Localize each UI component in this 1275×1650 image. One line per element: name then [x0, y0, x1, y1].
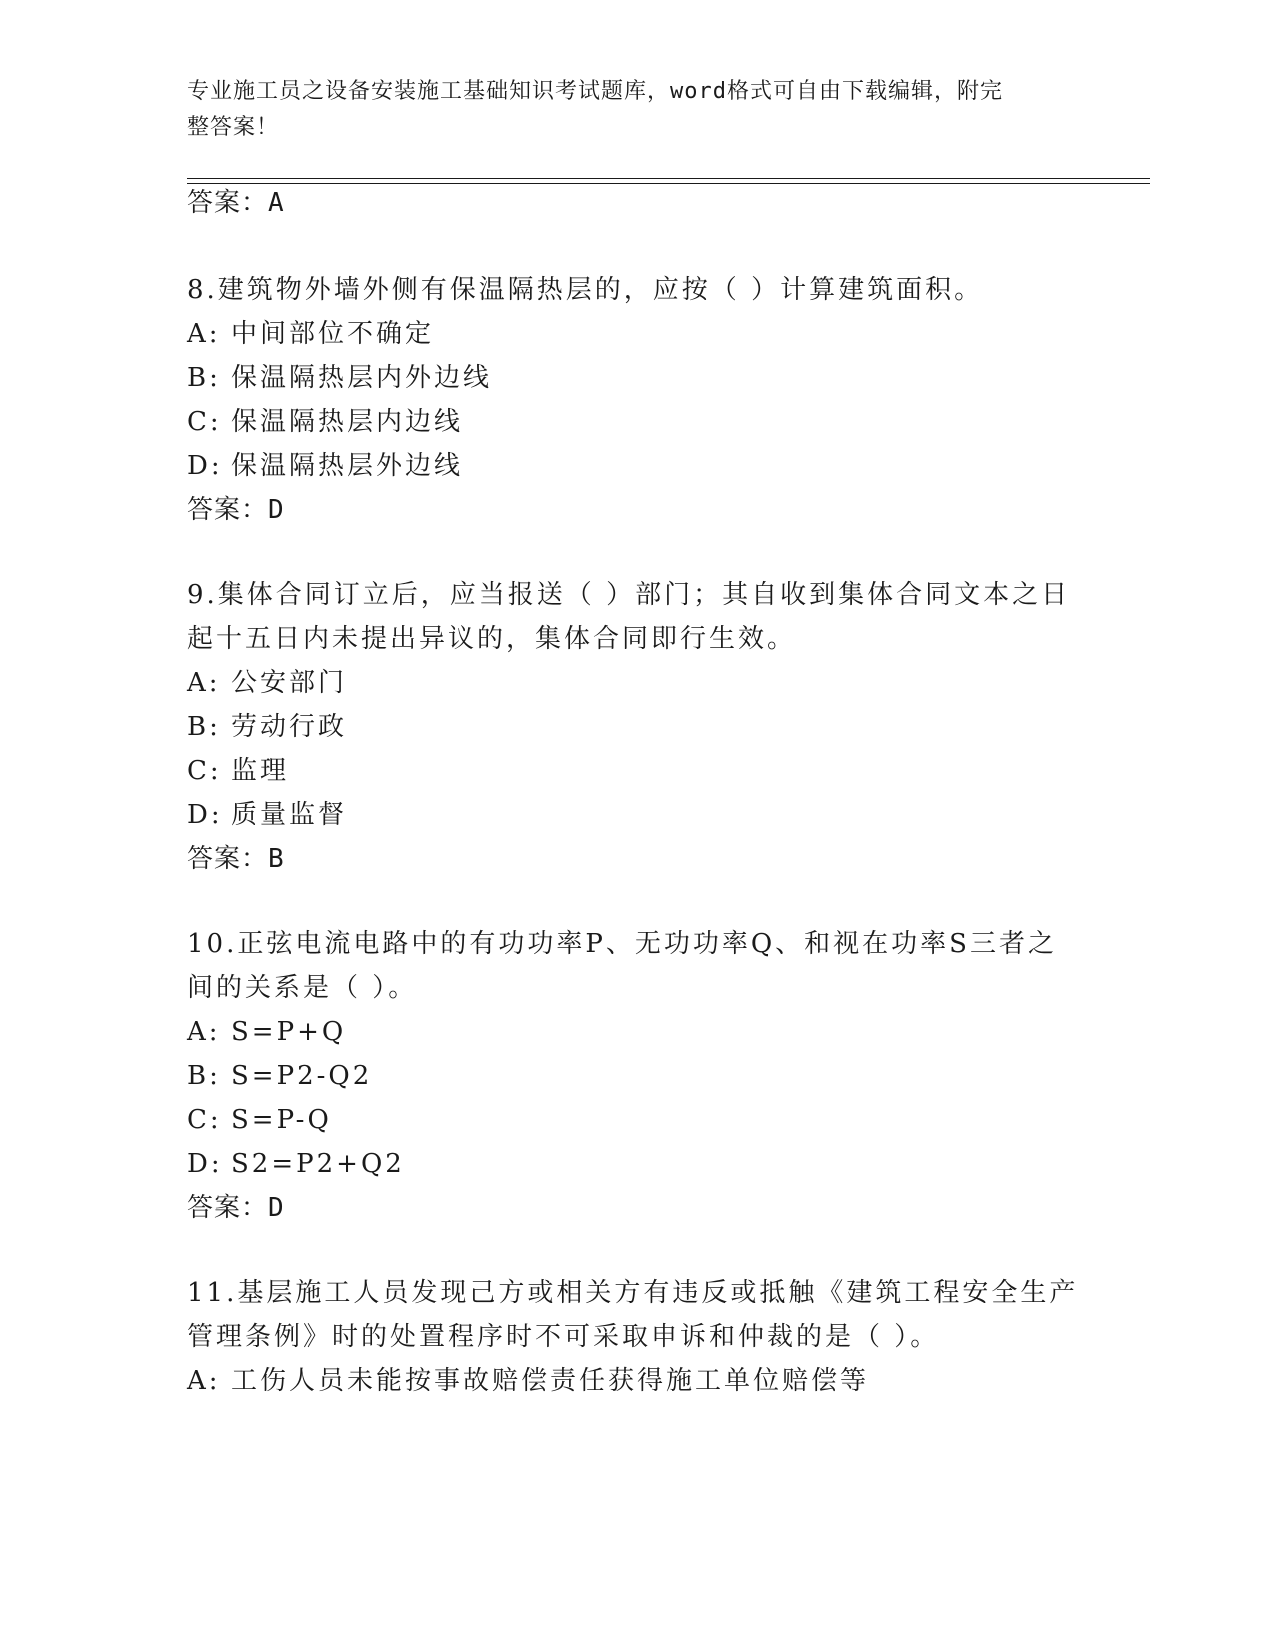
option-text: S=P-Q [231, 1105, 332, 1135]
option-letter: A: [187, 319, 221, 349]
option-text: 保温隔热层内边线 [231, 407, 464, 437]
option-letter: C: [187, 756, 222, 786]
question-8-option-c [187, 404, 463, 440]
question-8-answer: 答案：D [187, 495, 285, 525]
question-9-stem-line-2: 起十五日内未提出异议的，集体合同即行生效。 [187, 624, 797, 654]
option-text: 保温隔热层外边线 [231, 451, 464, 481]
previous-answer: 答案：A [187, 188, 285, 218]
document-header [187, 74, 1067, 146]
option-text: S=P2-Q2 [231, 1061, 373, 1091]
option-text: 监理 [231, 756, 290, 786]
question-9-answer: 答案：B [187, 844, 285, 874]
question-10-answer: 答案：D [187, 1193, 285, 1223]
header-line-2: 整答案！ [187, 115, 280, 140]
question-8-stem-line-1: 8.建筑物外墙外侧有保温隔热层的，应按（ ）计算建筑面积。 [187, 275, 984, 305]
question-9-option-c [187, 753, 289, 789]
option-letter: A: [187, 668, 221, 698]
option-letter: C: [187, 1105, 222, 1135]
option-letter: A: [187, 1017, 221, 1047]
option-letter: B: [187, 712, 221, 742]
option-text: 质量监督 [231, 800, 348, 830]
option-letter: D: [187, 800, 223, 830]
question-9-option-b [187, 709, 347, 745]
option-text: 保温隔热层内外边线 [231, 363, 493, 393]
question-8-option-d [187, 448, 463, 484]
option-letter: A: [187, 1366, 221, 1396]
option-letter: D: [187, 451, 223, 481]
question-10-option-a [187, 1014, 346, 1050]
question-8-option-b [187, 360, 492, 396]
option-letter: B: [187, 1061, 221, 1091]
question-8-option-a [187, 316, 434, 352]
option-text: S2=P2+Q2 [231, 1149, 405, 1179]
header-rule-top [187, 178, 1150, 179]
question-9-option-a [187, 665, 347, 701]
question-10-option-d [187, 1146, 405, 1182]
question-11-stem-line-1: 11.基层施工人员发现己方或相关方有违反或抵触《建筑工程安全生产 [187, 1278, 1079, 1308]
option-text: 工伤人员未能按事故赔偿责任获得施工单位赔偿等 [231, 1366, 870, 1396]
option-letter: B: [187, 363, 221, 393]
option-text: 中间部位不确定 [231, 319, 435, 349]
header-line-1: 专业施工员之设备安装施工基础知识考试题库，word格式可自由下载编辑，附完 [187, 79, 1003, 104]
question-11-stem-line-2: 管理条例》时的处置程序时不可采取申诉和仲裁的是（ ）。 [187, 1322, 940, 1352]
question-10-option-c [187, 1102, 332, 1138]
question-10-stem-line-1: 10.正弦电流电路中的有功功率P、无功功率Q、和视在功率S三者之 [187, 929, 1057, 959]
header-rule-bottom [187, 183, 1150, 184]
question-10-stem-line-2: 间的关系是（ ）。 [187, 973, 418, 1003]
option-letter: D: [187, 1149, 223, 1179]
option-text: S=P+Q [231, 1017, 347, 1047]
question-11-option-a [187, 1363, 869, 1399]
question-9-option-d [187, 797, 347, 833]
option-text: 公安部门 [231, 668, 348, 698]
option-text: 劳动行政 [231, 712, 348, 742]
question-9-stem-line-1: 9.集体合同订立后，应当报送（ ）部门；其自收到集体合同文本之日 [187, 580, 1071, 610]
option-letter: C: [187, 407, 222, 437]
question-10-option-b [187, 1058, 372, 1094]
